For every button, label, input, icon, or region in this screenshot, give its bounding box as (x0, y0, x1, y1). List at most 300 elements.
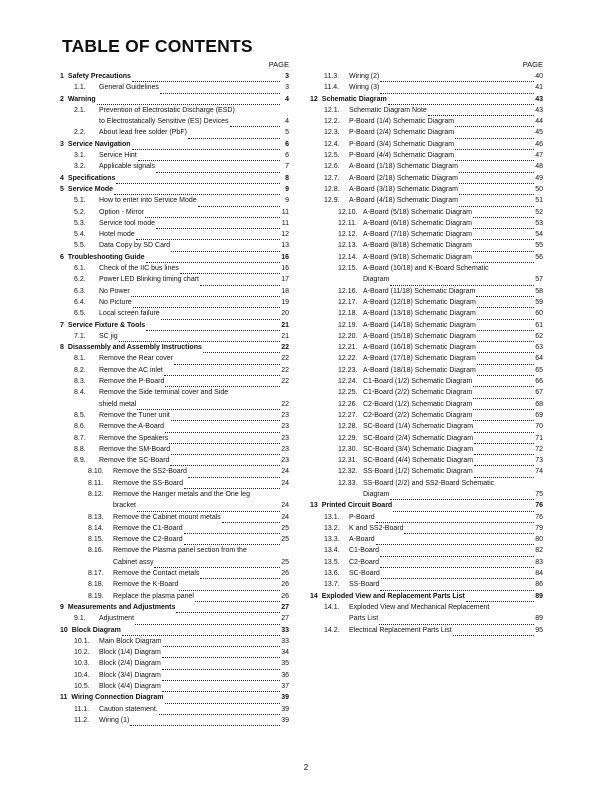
toc-subsection-entry[interactable] (310, 184, 543, 195)
toc-entry-number: 8.18. (88, 581, 104, 589)
dot-leader (162, 683, 280, 692)
dot-leader (188, 469, 280, 478)
toc-subsection-entry[interactable] (60, 658, 289, 669)
toc-entry-page: 75 (535, 490, 543, 498)
toc-entry-page: 11 (281, 208, 289, 216)
toc-entry-title: Service Navigation (67, 140, 131, 148)
toc-section-entry[interactable] (310, 94, 543, 105)
toc-entry-number: 2.2. (74, 129, 86, 137)
toc-entry-number: 12.4. (324, 140, 340, 148)
toc-entry-number: 10.3. (74, 660, 90, 668)
toc-entry-number: 6.4. (74, 298, 86, 306)
toc-entry-page: 53 (535, 219, 543, 227)
toc-entry-number: 1 (60, 73, 64, 80)
toc-subsection-entry[interactable] (60, 399, 289, 410)
toc-subsection-entry[interactable] (310, 579, 543, 590)
toc-subsection-entry[interactable] (60, 105, 289, 116)
toc-entry-title: No Picture (99, 298, 132, 306)
toc-entry-number: 8.4. (74, 389, 86, 397)
toc-subsection-entry[interactable] (60, 365, 289, 376)
toc-subsection-entry[interactable] (310, 523, 543, 534)
toc-entry-page: 83 (535, 558, 543, 566)
dot-leader (184, 480, 280, 489)
dot-leader (473, 254, 534, 263)
toc-entry-title: shield metal (99, 400, 137, 408)
toc-entry-title: A-Board (12/18) Schematic Diagram (363, 298, 476, 306)
toc-entry-number: 12.16. (338, 287, 358, 295)
toc-entry-number: 12.15. (338, 265, 358, 273)
toc-subsection-entry[interactable] (60, 670, 289, 681)
toc-entry-title: SS-Board (349, 581, 380, 589)
dot-leader (169, 435, 280, 444)
toc-entry-number: 8.6. (74, 423, 86, 431)
toc-subsection-entry[interactable] (310, 399, 543, 410)
toc-section-entry[interactable] (60, 173, 289, 184)
toc-subsection-entry[interactable] (310, 387, 543, 398)
toc-entry-number: 5.4. (74, 231, 86, 239)
toc-subsection-entry[interactable] (310, 263, 543, 274)
toc-entry-page: 56 (535, 253, 543, 261)
toc-subsection-entry[interactable] (310, 613, 543, 624)
toc-subsection-entry[interactable] (60, 218, 289, 229)
toc-entry-page: 9 (285, 197, 289, 205)
dot-leader (200, 277, 280, 286)
toc-entry-number: 13.6. (324, 570, 340, 578)
toc-subsection-entry[interactable] (310, 444, 543, 455)
toc-subsection-entry[interactable] (310, 376, 543, 387)
toc-entry-title: A-Board (15/18) Schematic Diagram (363, 332, 476, 340)
toc-entry-page: 67 (535, 389, 543, 397)
toc-entry-number: 3.2. (74, 163, 86, 171)
dot-leader (132, 73, 280, 82)
toc-subsection-entry[interactable] (60, 297, 289, 308)
toc-entry-number: 8.10. (88, 468, 104, 476)
toc-subsection-entry[interactable] (60, 274, 289, 285)
toc-entry-page: 45 (535, 129, 543, 137)
toc-subsection-entry[interactable] (60, 523, 289, 534)
toc-entry-title: Remove the Contact metals (113, 570, 200, 578)
dot-leader (477, 299, 534, 308)
toc-subsection-entry[interactable] (310, 455, 543, 466)
toc-entry-title: P-Board (349, 513, 375, 521)
toc-subsection-entry[interactable] (310, 320, 543, 331)
toc-entry-number: 13.2. (324, 524, 340, 532)
toc-subsection-entry[interactable] (60, 444, 289, 455)
toc-entry-page: 60 (535, 310, 543, 318)
toc-entry-title: Replace the plasma panel (113, 592, 194, 600)
toc-subsection-entry[interactable] (310, 252, 543, 263)
toc-subsection-entry[interactable] (310, 308, 543, 319)
toc-entry-title: A-Board (13/18) Schematic Diagram (363, 310, 476, 318)
toc-column-left (60, 59, 289, 726)
toc-subsection-entry[interactable] (310, 557, 543, 568)
toc-entry-title: Remove the C2-Board (113, 536, 183, 544)
toc-entry-page: 58 (535, 287, 543, 295)
toc-subsection-entry[interactable] (310, 534, 543, 545)
dot-leader (459, 198, 534, 207)
toc-subsection-entry[interactable] (310, 274, 543, 285)
toc-subsection-entry[interactable] (310, 229, 543, 240)
toc-entry-number: 8.5. (74, 411, 86, 419)
toc-entry-number: 8.1. (74, 355, 86, 363)
dot-leader (119, 333, 280, 342)
toc-subsection-entry[interactable] (310, 105, 543, 116)
toc-entry-number: 2 (60, 95, 64, 103)
toc-entry-number: 12.32. (338, 468, 358, 476)
toc-subsection-entry[interactable] (310, 218, 543, 229)
toc-entry-title: P-Board (1/4) Schematic Diagram (349, 118, 455, 126)
dot-leader (473, 412, 534, 421)
toc-subsection-entry[interactable] (310, 568, 543, 579)
toc-entry-page: 3 (285, 73, 289, 80)
toc-entry-title: Block (1/4) Diagram (99, 649, 161, 657)
toc-subsection-entry[interactable] (60, 331, 289, 342)
dot-leader (200, 570, 280, 579)
toc-entry-page: 89 (535, 592, 543, 600)
dot-leader (130, 717, 280, 726)
dot-leader (376, 514, 534, 523)
toc-entry-page: 24 (281, 479, 289, 487)
toc-entry-title: No Power (99, 287, 130, 295)
toc-subsection-entry[interactable] (60, 681, 289, 692)
dot-leader (379, 616, 534, 625)
toc-entry-page: 46 (535, 140, 543, 148)
toc-entry-title: Remove the SM-Board (99, 445, 171, 453)
toc-entry-title: Wiring Connection Diagram (71, 694, 164, 702)
toc-section-entry[interactable] (60, 602, 289, 613)
toc-subsection-entry[interactable] (60, 500, 289, 511)
dot-leader (171, 243, 280, 252)
toc-entry-number: 6.1. (74, 265, 86, 273)
toc-entry-number: 11.1. (74, 705, 90, 713)
toc-entry-number: 10.4. (74, 671, 90, 679)
toc-subsection-entry[interactable] (310, 207, 543, 218)
toc-entry-page: 16 (281, 265, 289, 273)
toc-subsection-entry[interactable] (60, 116, 289, 127)
toc-entry-title: Service Hint (99, 152, 137, 160)
toc-entry-title: SC-Board (2/4) Schematic Diagram (363, 434, 474, 442)
toc-subsection-entry[interactable] (60, 376, 289, 387)
dot-leader (170, 457, 280, 466)
toc-entry-page: 26 (281, 581, 289, 589)
dot-leader (114, 186, 280, 195)
dot-leader (131, 288, 280, 297)
toc-entry-title: P-Board (2/4) Schematic Diagram (349, 129, 455, 137)
dot-leader (459, 186, 534, 195)
toc-entry-number: 11.4. (324, 84, 340, 92)
toc-subsection-entry[interactable] (60, 433, 289, 444)
toc-subsection-entry[interactable] (310, 173, 543, 184)
toc-entry-title: Remove the SS-Board (113, 479, 184, 487)
toc-entry-page: 51 (535, 197, 543, 205)
toc-subsection-entry[interactable] (60, 229, 289, 240)
toc-entry-title: Remove the SS2-Board (113, 468, 187, 476)
toc-section-entry[interactable] (310, 591, 543, 602)
toc-entry-number: 8.7. (74, 434, 86, 442)
toc-entry-title: Cabinet assy (113, 558, 154, 566)
dot-leader (473, 390, 534, 399)
toc-subsection-entry[interactable] (310, 195, 543, 206)
toc-subsection-entry[interactable] (60, 704, 289, 715)
toc-entry-page: 21 (281, 321, 289, 329)
toc-subsection-entry[interactable] (60, 421, 289, 432)
toc-entry-page: 48 (535, 163, 543, 171)
toc-entry-page: 22 (281, 344, 289, 352)
toc-entry-title: Block (2/4) Diagram (99, 660, 161, 668)
toc-entry-number: 13 (310, 502, 318, 510)
toc-entry-number: 12.31. (338, 457, 358, 465)
toc-subsection-entry[interactable] (60, 240, 289, 251)
dot-leader (390, 491, 534, 500)
dot-leader (388, 96, 534, 105)
toc-entry-title: Local screen failure (99, 310, 160, 318)
toc-subsection-entry[interactable] (60, 455, 289, 466)
toc-entry-page: 23 (281, 445, 289, 453)
toc-entry-number: 12.26. (338, 400, 358, 408)
toc-section-entry[interactable] (60, 692, 289, 703)
toc-subsection-entry[interactable] (310, 625, 543, 636)
toc-section-entry[interactable] (60, 625, 289, 636)
toc-subsection-entry[interactable] (310, 602, 543, 613)
toc-entry-page: 22 (281, 355, 289, 363)
toc-subsection-entry[interactable] (310, 433, 543, 444)
toc-entry-title: SS-Board (2/2) and SS2-Board Schematic (363, 479, 495, 487)
toc-entry-title: Remove the Tuner unit (99, 411, 170, 419)
toc-subsection-entry[interactable] (310, 297, 543, 308)
dot-leader (122, 627, 280, 636)
toc-entry-number: 13.5. (324, 558, 340, 566)
toc-subsection-entry[interactable] (60, 387, 289, 398)
toc-entry-page: 19 (281, 298, 289, 306)
toc-entry-page: 20 (281, 310, 289, 318)
dot-leader (97, 96, 280, 105)
toc-subsection-entry[interactable] (60, 512, 289, 523)
dot-leader (477, 367, 534, 376)
toc-subsection-entry[interactable] (310, 478, 543, 489)
toc-entry-number: 8.19. (88, 592, 104, 600)
toc-entry-title: Option - Mirror (99, 208, 145, 216)
toc-entry-page: 39 (281, 694, 289, 702)
toc-entry-title: Warning (67, 95, 96, 103)
toc-section-entry[interactable] (60, 184, 289, 195)
toc-subsection-entry[interactable] (60, 613, 289, 624)
toc-entry-title: Wiring (2) (349, 73, 380, 80)
toc-entry-title: A-Board (3/18) Schematic Diagram (349, 185, 458, 193)
toc-subsection-entry[interactable] (60, 286, 289, 297)
toc-subsection-entry[interactable] (310, 82, 543, 93)
toc-entry-number: 8.14. (88, 524, 104, 532)
dot-leader (162, 672, 280, 681)
toc-column-right (310, 59, 543, 636)
toc-subsection-entry[interactable] (310, 240, 543, 251)
toc-entry-page: 17 (281, 276, 289, 284)
toc-section-entry[interactable] (60, 342, 289, 353)
toc-entry-number: 5.3. (74, 219, 86, 227)
toc-entry-page: 59 (535, 298, 543, 306)
toc-subsection-entry[interactable] (310, 342, 543, 353)
dot-leader (156, 220, 280, 229)
toc-subsection-entry[interactable] (60, 82, 289, 93)
toc-subsection-entry[interactable] (60, 545, 289, 556)
toc-subsection-entry[interactable] (60, 308, 289, 319)
toc-subsection-entry[interactable] (60, 636, 289, 647)
toc-subsection-entry[interactable] (60, 579, 289, 590)
toc-section-entry[interactable] (60, 71, 289, 82)
toc-subsection-entry[interactable] (310, 466, 543, 477)
toc-entry-title: Remove the P-Board (99, 378, 165, 386)
toc-subsection-entry[interactable] (310, 489, 543, 500)
toc-entry-number: 12.6. (324, 163, 340, 171)
toc-entry-number: 9.1. (74, 615, 86, 623)
toc-entry-title: Power LED Blinking timing chart (99, 276, 199, 284)
toc-entry-title: Printed Circuit Board (321, 502, 393, 510)
dot-leader (156, 164, 280, 173)
toc-subsection-entry[interactable] (60, 557, 289, 568)
toc-entry-number: 8.11. (88, 479, 104, 487)
toc-entry-page: 4 (285, 118, 289, 126)
toc-entry-page: 33 (281, 637, 289, 645)
toc-subsection-entry[interactable] (60, 489, 289, 500)
toc-subsection-entry[interactable] (60, 207, 289, 218)
toc-section-entry[interactable] (310, 500, 543, 511)
toc-entry-page: 22 (281, 400, 289, 408)
toc-entry-number: 13.3. (324, 536, 340, 544)
toc-entry-page: 41 (535, 84, 543, 92)
toc-entry-title: A-Board (349, 536, 375, 544)
toc-entry-title: SC-Board (1/4) Schematic Diagram (363, 423, 474, 431)
toc-subsection-entry[interactable] (60, 466, 289, 477)
toc-entry-title: C1-Board (2/2) Schematic Diagram (363, 389, 473, 397)
toc-subsection-entry[interactable] (60, 195, 289, 206)
toc-entry-page: 61 (535, 321, 543, 329)
dot-leader (381, 570, 534, 579)
toc-entry-number: 12.9. (324, 197, 340, 205)
toc-entry-page: 6 (285, 140, 289, 148)
toc-entry-page: 16 (281, 253, 289, 261)
page-title: TABLE OF CONTENTS (62, 36, 253, 56)
toc-entry-number: 11.3. (324, 73, 340, 80)
toc-subsection-entry[interactable] (60, 150, 289, 161)
toc-entry-number: 12.33. (338, 479, 358, 487)
toc-entry-title: About lead free solder (PbF) (99, 129, 187, 137)
toc-subsection-entry[interactable] (310, 161, 543, 172)
toc-entry-title: A-Board (5/18) Schematic Diagram (363, 208, 472, 216)
dot-leader (198, 198, 280, 207)
dot-leader (473, 378, 534, 387)
toc-entry-title: P-Board (4/4) Schematic Diagram (349, 152, 455, 160)
dot-leader (137, 503, 280, 512)
toc-subsection-entry[interactable] (60, 478, 289, 489)
toc-entry-number: 6.3. (74, 287, 86, 295)
toc-subsection-entry[interactable] (60, 127, 289, 138)
toc-subsection-entry[interactable] (310, 421, 543, 432)
toc-subsection-entry[interactable] (310, 116, 543, 127)
toc-subsection-entry[interactable] (310, 545, 543, 556)
dot-leader (390, 277, 534, 286)
dot-leader (455, 118, 534, 127)
page-column-header: PAGE (268, 60, 289, 69)
toc-entry-page: 62 (535, 332, 543, 340)
dot-leader (459, 175, 534, 184)
toc-entry-page: 4 (285, 95, 289, 103)
toc-subsection-entry[interactable] (310, 71, 543, 82)
toc-entry-title: Prevention of Electrostatic Discharge (ESD) (99, 106, 235, 114)
toc-entry-title: C2-Board (349, 558, 379, 566)
toc-entry-title: Applicable signals (99, 163, 156, 171)
toc-subsection-entry[interactable] (310, 410, 543, 421)
toc-subsection-entry[interactable] (310, 139, 543, 150)
toc-subsection-entry[interactable] (60, 647, 289, 658)
toc-entry-number: 4 (60, 174, 64, 182)
toc-entry-number: 14 (310, 592, 318, 600)
toc-entry-title: Block Diagram (71, 626, 121, 634)
toc-section-entry[interactable] (60, 94, 289, 105)
toc-subsection-entry[interactable] (310, 331, 543, 342)
toc-entry-page: 52 (535, 208, 543, 216)
dot-leader (133, 299, 280, 308)
toc-entry-number: 3.1. (74, 152, 86, 160)
toc-entry-page: 74 (535, 468, 543, 476)
toc-entry-number: 10.1. (74, 637, 90, 645)
toc-entry-page: 57 (535, 276, 543, 284)
toc-entry-number: 12.11. (338, 219, 357, 227)
toc-entry-title: Remove the Side terminal cover and Side (99, 389, 229, 397)
toc-entry-number: 3 (60, 140, 64, 148)
toc-entry-title: Adjustment (99, 615, 135, 623)
toc-entry-number: 12.2. (324, 118, 340, 126)
dot-leader (146, 254, 280, 263)
toc-entry-page: 50 (535, 185, 543, 193)
toc-entry-title: Remove the Rear cover (99, 355, 173, 363)
toc-subsection-entry[interactable] (60, 410, 289, 421)
toc-subsection-entry[interactable] (60, 263, 289, 274)
toc-entries-left (60, 71, 289, 726)
toc-subsection-entry[interactable] (310, 127, 543, 138)
toc-entry-number: 8 (60, 344, 64, 352)
toc-subsection-entry[interactable] (60, 353, 289, 364)
toc-entry-page: 5 (285, 129, 289, 137)
toc-entry-title: Remove the Speakers (99, 434, 169, 442)
dot-leader (184, 536, 280, 545)
toc-entry-number: 10.5. (74, 683, 90, 691)
toc-entry-page: 24 (281, 502, 289, 510)
toc-subsection-entry[interactable] (60, 534, 289, 545)
toc-section-entry[interactable] (60, 320, 289, 331)
toc-subsection-entry[interactable] (310, 365, 543, 376)
toc-subsection-entry[interactable] (60, 715, 289, 726)
dot-leader (477, 311, 534, 320)
toc-subsection-entry[interactable] (310, 150, 543, 161)
toc-subsection-entry[interactable] (310, 353, 543, 364)
toc-subsection-entry[interactable] (60, 568, 289, 579)
dot-leader (477, 344, 534, 353)
toc-entry-page: 23 (281, 457, 289, 465)
toc-entry-title: Wiring (3) (349, 84, 380, 92)
dot-leader (165, 695, 280, 704)
toc-entry-number: 5.2. (74, 208, 86, 216)
toc-subsection-entry[interactable] (310, 286, 543, 297)
toc-section-entry[interactable] (60, 252, 289, 263)
dot-leader (203, 344, 280, 353)
toc-subsection-entry[interactable] (310, 512, 543, 523)
toc-entry-title: A-Board (16/18) Schematic Diagram (363, 344, 476, 352)
dot-leader (171, 412, 280, 421)
dot-leader (184, 525, 280, 534)
toc-subsection-entry[interactable] (60, 591, 289, 602)
toc-section-entry[interactable] (60, 139, 289, 150)
toc-subsection-entry[interactable] (60, 161, 289, 172)
toc-entry-number: 13.1. (324, 513, 340, 521)
